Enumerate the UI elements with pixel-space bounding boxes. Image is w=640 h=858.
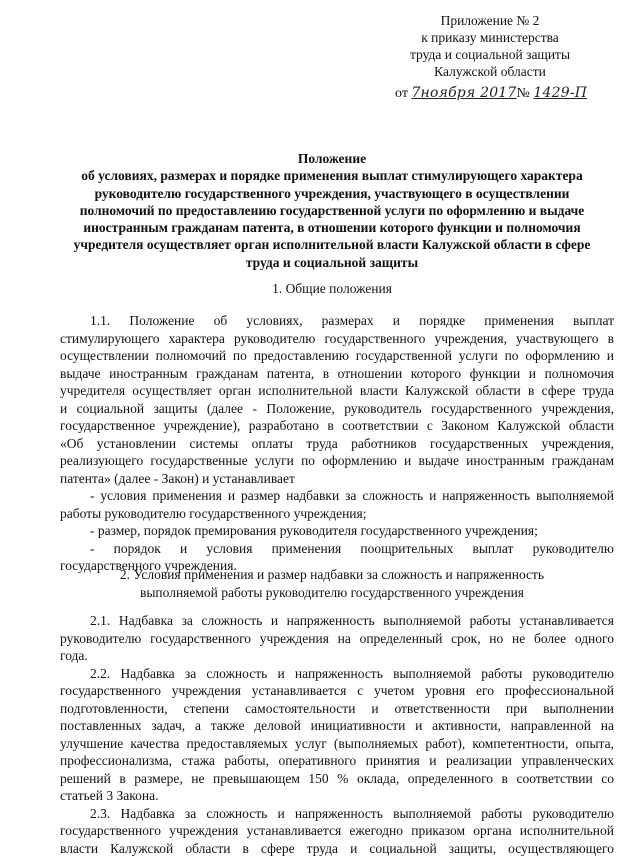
text-line: руководителю государственного учреждения на определенный срок, но не более одного xyxy=(60,630,614,646)
text-line: 2.3. Надбавка за сложность и напряженность выполняемой работы руководителю xyxy=(90,805,614,821)
text-line: осуществлении полномочий по предоставлению государственной услуги по оформлению и xyxy=(60,348,614,363)
appendix-block xyxy=(380,12,600,80)
text-line: подготовленности, степени самостоятельности и ответственности при выполнении xyxy=(60,700,614,716)
text-line: - условия применения и размер надбавки за сложность и напряженность выполняемой xyxy=(90,488,614,503)
text-line: решений в размере, не превышающем 150 % оклада, определенного в соответствии со xyxy=(60,770,614,786)
text-line: профессионализма, стажа работы, оперативного принятия и реализации управленческих xyxy=(60,753,614,768)
section-2-body xyxy=(60,612,614,857)
text-line: поставленных задач, а также деловой инициативности и активности, направленной на xyxy=(60,718,614,733)
title-line: труда и социальной защиты xyxy=(245,254,419,270)
text-line: года. xyxy=(60,648,88,663)
title-heading: Положение xyxy=(297,151,367,166)
text-line: - порядок и условия применения поощрительных выплат руководителю xyxy=(90,540,614,556)
text-line: выдаче иностранным гражданам патента, в отношении которого функции и полномочия xyxy=(60,365,614,381)
text-line: реализующего государственные услуги по оформлению и выдаче иностранным гражданам xyxy=(60,453,614,468)
text-line: - размер, порядок премирования руководителя государственного учреждения; xyxy=(90,523,538,538)
order-number: 1429-П xyxy=(533,85,588,101)
document-title xyxy=(52,150,612,271)
section-2-heading xyxy=(52,566,612,601)
text-line: «Об установлении системы оплаты труда работников государственных учреждения, xyxy=(60,435,614,451)
order-date: 7ноября 2017 xyxy=(411,85,517,101)
text-line: государственного учреждения устанавливается с учетом уровня его профессиональной xyxy=(60,683,614,698)
text-line: учредителя осуществляет орган исполнительной власти Калужской области в сфере труда xyxy=(60,383,614,398)
text-line: и социальной защиты (далее - Положение, руководитель государственного учреждения, xyxy=(60,400,614,416)
title-line: полномочий по предоставлению государственной услуги по оформлению и выдаче xyxy=(79,202,585,218)
text-line: власти Калужской области в сфере труда и социальной защиты, осуществляющего xyxy=(60,840,614,856)
order-number-prefix: № xyxy=(516,86,530,101)
text-line: государственного учреждения устанавливается ежегодно приказом органа исполнительной xyxy=(60,823,614,838)
section-1-heading: 1. Общие положения xyxy=(272,281,392,296)
title-line: об условиях, размерах и порядке применения выплат стимулирующего характера xyxy=(81,168,583,184)
section-2-heading-line: 2. Условия применения и размер надбавки за сложность и напряженность xyxy=(119,567,545,582)
text-line: стимулирующего характера руководителю государственного учреждения, участвующего в xyxy=(60,330,614,346)
title-line: иностранным гражданам патента, в отношении которого функции и полномочия xyxy=(83,220,581,236)
text-line: работы руководителю государственного учреждения; xyxy=(60,505,367,521)
title-line: руководителю государственного учреждения, участвующего в осуществлении xyxy=(94,185,570,201)
title-line: учредителя осуществляет орган исполнительной власти Калужской области в сфере xyxy=(73,237,591,253)
text-line: патента» (далее - Закон) и устанавливает xyxy=(60,470,295,486)
order-date-number xyxy=(395,84,625,103)
text-line: государственного учреждения. xyxy=(60,558,237,573)
appendix-line: Калужской области xyxy=(434,64,546,79)
section-2-heading-line: выполняемой работы руководителю государственного учреждения xyxy=(139,584,525,600)
text-line: 2.2. Надбавка за сложность и напряженность выполняемой работы руководителю xyxy=(90,665,614,681)
text-line: улучшение качества предоставляемых услуг (выполняемых работ), компетентности, опыта, xyxy=(60,735,614,751)
text-line: государственное учреждение), разработано в соответствии с Законом Калужской области xyxy=(60,418,614,433)
appendix-line: Приложение № 2 xyxy=(440,13,540,28)
order-prefix: от xyxy=(395,86,408,101)
section-1-body xyxy=(60,312,614,575)
appendix-line: к приказу министерства xyxy=(421,30,559,45)
appendix-line: труда и социальной защиты xyxy=(409,47,571,62)
text-line: 1.1. Положение об условиях, размерах и порядке применения выплат xyxy=(90,313,614,328)
text-line: статьей 3 Закона. xyxy=(60,788,159,803)
text-line: 2.1. Надбавка за сложность и напряженность выполняемой работы устанавливается xyxy=(90,613,614,628)
